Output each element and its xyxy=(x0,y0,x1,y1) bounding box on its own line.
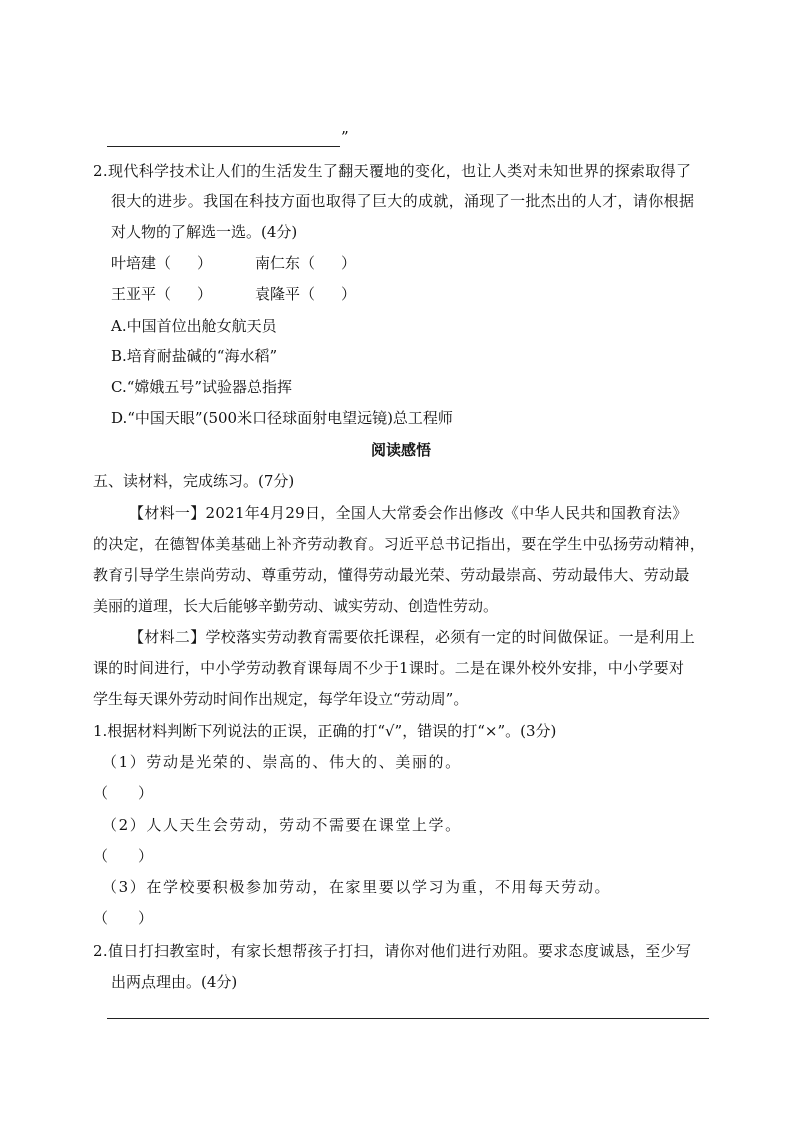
option-c: C.“嫦娥五号”试验器总指挥 xyxy=(111,378,293,396)
person-name: 南仁东（ xyxy=(255,254,316,272)
section-title: 阅读感悟 xyxy=(371,441,432,459)
answer-line-bottom xyxy=(107,1018,709,1019)
person-name: 袁隆平（ xyxy=(255,285,316,303)
material2-line3: 学生每天课外劳动时间作出规定，每学年设立“劳动周”。 xyxy=(93,690,469,708)
q5-heading: 五、读材料，完成练习。(7分) xyxy=(93,472,295,490)
paren-close: ） xyxy=(197,285,213,303)
statement-1: （1）劳动是光荣的、崇高的、伟大的、美丽的。 xyxy=(102,753,462,771)
person-wang-yaping xyxy=(111,283,212,305)
material1-line2: 的决定，在德智体美基础上补齐劳动教育。习近平总书记指出，要在学生中弘扬劳动精神， xyxy=(93,535,706,553)
option-b: B.培育耐盐碱的“海水稻” xyxy=(111,347,278,365)
paren-close: ） xyxy=(341,254,357,272)
paren-close: ） xyxy=(341,285,357,303)
q2-stem-line1: 2.现代科学技术让人们的生活发生了翻天覆地的变化，也让人类对未知世界的探索取得了 xyxy=(93,162,692,180)
q5-1-stem: 1.根据材料判断下列说法的正误，正确的打“√”，错误的打“×”。(3分) xyxy=(93,722,557,740)
q5-2-stem-line1: 2.值日打扫教室时，有家长想帮孩子打扫，请你对他们进行劝阻。要求态度诚恳，至少写 xyxy=(93,942,692,960)
material1-line1: 【材料一】2021年4月29日，全国人大常委会作出修改《中华人民共和国教育法》 xyxy=(129,504,688,522)
answer-line-top xyxy=(107,146,340,147)
answer-blank-3: （ ） xyxy=(93,909,154,927)
option-a: A.中国首位出舱女航天员 xyxy=(111,317,277,335)
person-ye-peijian xyxy=(111,252,212,274)
person-nan-rendong xyxy=(255,252,356,274)
q2-stem-line3: 对人物的了解选一选。(4分) xyxy=(111,223,298,241)
q5-2-stem-line2: 出两点理由。(4分) xyxy=(111,973,238,991)
statement-3: （3）在学校要积极参加劳动，在家里要以学习为重，不用每天劳动。 xyxy=(102,878,612,896)
q2-stem-line2: 很大的进步。我国在科技方面也取得了巨大的成就，涌现了一批杰出的人才，请你根据 xyxy=(111,192,695,210)
answer-blank-2: （ ） xyxy=(93,847,154,865)
answer-blank-1: （ ） xyxy=(93,784,154,802)
paren-close: ） xyxy=(197,254,213,272)
person-name: 王亚平（ xyxy=(111,285,172,303)
statement-2: （2）人人天生会劳动，劳动不需要在课堂上学。 xyxy=(102,816,462,834)
closing-quote: ” xyxy=(341,128,349,146)
option-d: D.“中国天眼”(500米口径球面射电望远镜)总工程师 xyxy=(111,409,453,427)
person-yuan-longping xyxy=(255,283,356,305)
material2-line2: 课的时间进行，中小学劳动教育课每周不少于1课时。二是在课外校外安排，中小学要对 xyxy=(93,659,685,677)
material1-line3: 教育引导学生崇尚劳动、尊重劳动，懂得劳动最光荣、劳动最崇高、劳动最伟大、劳动最 xyxy=(93,566,690,584)
material2-line1: 【材料二】学校落实劳动教育需要依托课程，必须有一定的时间做保证。一是利用上 xyxy=(129,628,696,646)
material1-line4: 美丽的道理，长大后能够辛勤劳动、诚实劳动、创造性劳动。 xyxy=(93,597,499,615)
person-name: 叶培建（ xyxy=(111,254,172,272)
